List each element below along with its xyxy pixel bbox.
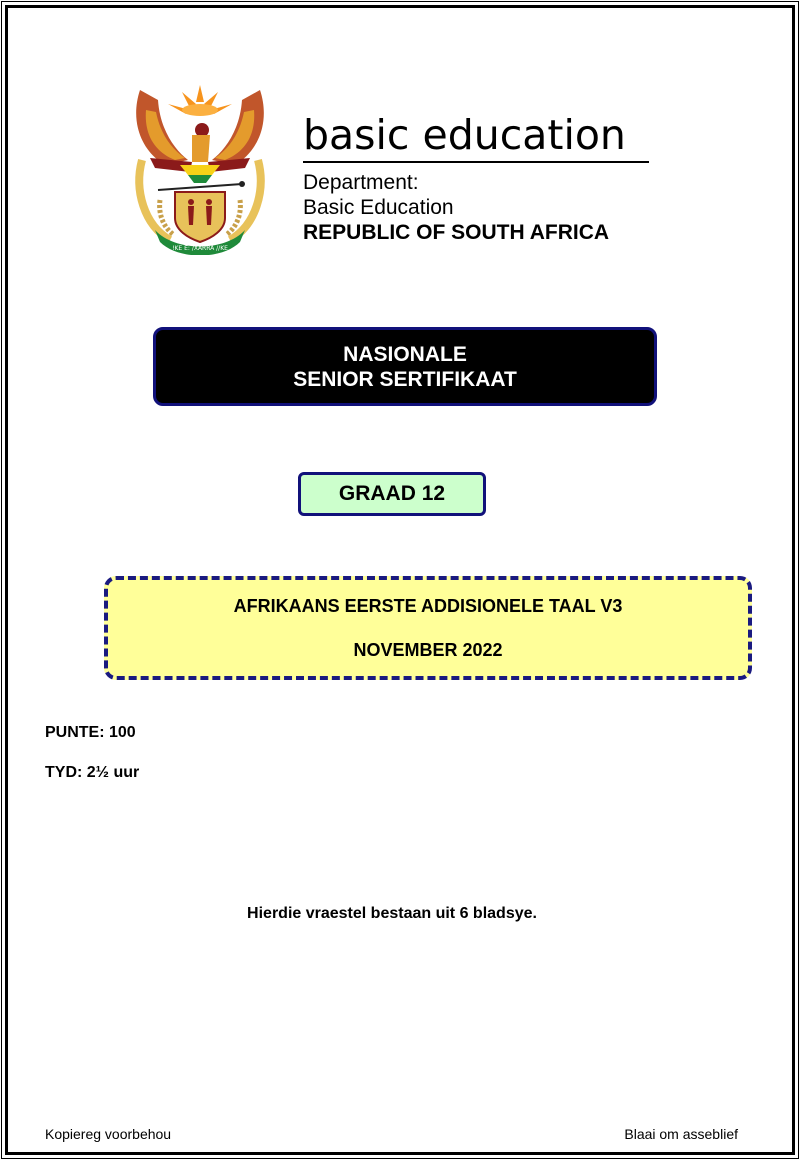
certificate-line-1: NASIONALE xyxy=(343,342,467,366)
page-count-note: Hierdie vraestel bestaan uit 6 bladsye. xyxy=(247,905,537,922)
grade-badge: GRAAD 12 xyxy=(298,472,486,516)
exam-session: NOVEMBER 2022 xyxy=(353,640,503,660)
coat-of-arms-icon xyxy=(130,80,270,255)
brand-divider xyxy=(303,161,649,163)
department-name: Basic Education xyxy=(303,196,454,219)
department-branding xyxy=(303,112,649,245)
subject-box xyxy=(104,576,752,680)
turn-page-note: Blaai om asseblief xyxy=(624,1126,738,1142)
exam-duration: TYD: 2½ uur xyxy=(45,764,140,781)
certificate-line-2: SENIOR SERTIFIKAAT xyxy=(293,367,517,391)
brand-title: basic education xyxy=(303,111,626,159)
svg-text:!KE E: /XARRA //KE: !KE E: /XARRA //KE xyxy=(172,245,228,252)
certificate-banner xyxy=(153,327,657,406)
department-label: Department: xyxy=(303,171,419,194)
subject-title: AFRIKAANS EERSTE ADDISIONELE TAAL V3 xyxy=(233,596,623,616)
copyright-notice: Kopiereg voorbehou xyxy=(45,1126,172,1142)
country-name: REPUBLIC OF SOUTH AFRICA xyxy=(303,221,610,244)
total-points: PUNTE: 100 xyxy=(45,724,136,741)
